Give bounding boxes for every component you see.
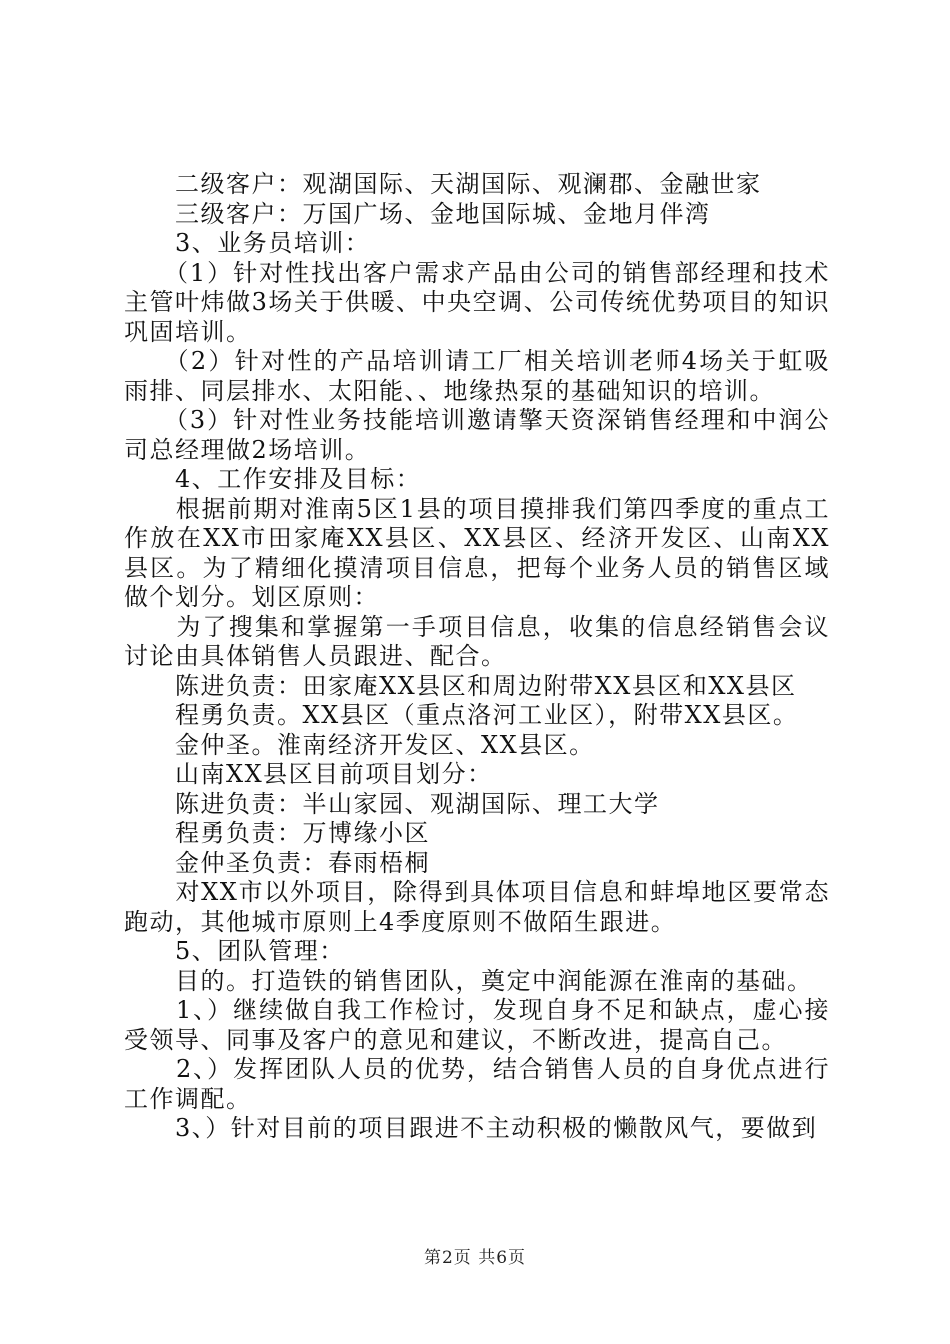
heading-work-plan: 4、工作安排及目标： [124,465,422,493]
paragraph-secondary-clients: 二级客户：观湖国际、天湖国际、观澜郡、金融世家 [124,170,762,198]
paragraph-training-item-2: （2）针对性的产品培训请工厂相关培训老师4场关于虹吸雨排、同层排水、太阳能、、地缘热泵的基础知识的培训。 [124,347,830,405]
paragraph-work-plan-intro: 根据前期对淮南5区1县的项目摸排我们第四季度的重点工作放在XX市田家庵XX县区、XX县区、经济开发区、山南XX县区。为了精细化摸清项目信息，把每个业务人员的销售区域做个划分。划区原则： [124,494,830,611]
paragraph-shannan-chenjin: 陈进负责：半山家园、观湖国际、理工大学 [124,789,660,818]
heading-salesperson-training: 3、业务员培训： [124,229,371,257]
paragraph-shannan-chengyong: 程勇负责：万博缘小区 [124,819,430,847]
paragraph-assignment-chenjin: 陈进负责：田家庵XX县区和周边附带XX县区和XX县区 [124,671,797,700]
paragraph-team-goal: 目的。打造铁的销售团队，奠定中润能源在淮南的基础。 [124,966,813,995]
paragraph-team-item-3: 3、）针对目前的项目跟进不主动积极的懒散风气，要做到 [124,1114,818,1142]
document-body [124,170,830,1144]
paragraph-shannan-division: 山南XX县区目前项目划分： [124,760,493,788]
paragraph-assignment-jinzhongsheng: 金仲圣。淮南经济开发区、XX县区。 [124,730,595,759]
paragraph-outside-projects: 对XX市以外项目，除得到具体项目信息和蚌埠地区要常态跑动，其他城市原则上4季度原则不做陌生跟进。 [124,878,830,936]
paragraph-team-item-2: 2、）发挥团队人员的优势，结合销售人员的自身优点进行工作调配。 [124,1055,830,1113]
page-number-footer: 第2页 共6页 [423,1248,527,1268]
paragraph-training-item-3: （3）针对性业务技能培训邀请擎天资深销售经理和中润公司总经理做2场培训。 [124,406,830,464]
paragraph-info-collection: 为了搜集和掌握第一手项目信息，收集的信息经销售会议讨论由具体销售人员跟进、配合。 [124,612,830,670]
paragraph-assignment-chengyong: 程勇负责。XX县区（重点洛河工业区），附带XX县区。 [124,701,799,729]
paragraph-training-item-1: （1）针对性找出客户需求产品由公司的销售部经理和技术主管叶炜做3场关于供暖、中央空调、公司传统优势项目的知识巩固培训。 [124,258,830,346]
paragraph-tertiary-clients: 三级客户：万国广场、金地国际城、金地月伴湾 [124,199,711,228]
heading-team-management: 5、团队管理： [124,937,345,965]
paragraph-team-item-1: 1、）继续做自我工作检讨，发现自身不足和缺点，虚心接受领导、同事及客户的意见和建议，不断改进，提高自己。 [124,996,830,1054]
paragraph-shannan-jinzhongsheng: 金仲圣负责：春雨梧桐 [124,848,430,877]
